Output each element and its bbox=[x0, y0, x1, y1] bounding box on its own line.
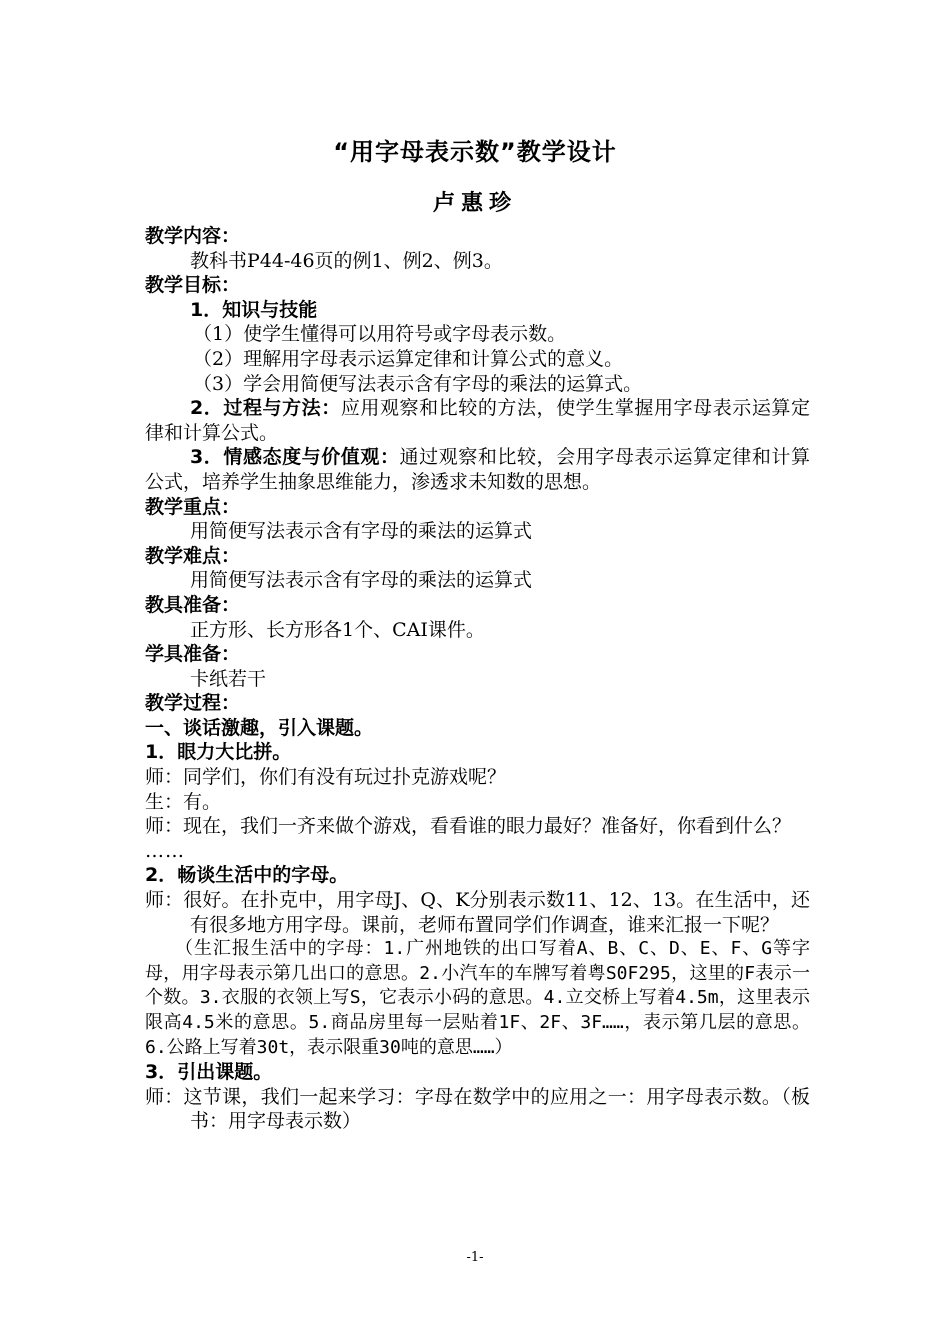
goal3-label: 3．情感态度与价值观： bbox=[190, 446, 400, 469]
goal2-label: 2．过程与方法： bbox=[190, 397, 341, 420]
tools-heading: 教具准备： bbox=[145, 593, 241, 616]
key-heading: 教学重点： bbox=[145, 495, 241, 518]
content-text: 教科书P44-46页的例1、例2、例3。 bbox=[190, 249, 503, 272]
tools-text: 正方形、长方形各1个、CAI课件。 bbox=[190, 618, 485, 641]
step1-heading: 1．眼力大比拼。 bbox=[145, 741, 292, 764]
dialog-line: 师：很好。在扑克中，用字母J、Q、K分别表示数11、12、13。在生活中，还有很多地方用字母。课前，老师布置同学们作调查，谁来汇报一下呢？ bbox=[145, 889, 810, 936]
goals-heading: 教学目标： bbox=[145, 274, 241, 297]
dialog-line: 生：有。 bbox=[145, 790, 222, 813]
dialog-line: 师：现在，我们一齐来做个游戏，看看谁的眼力最好？准备好，你看到什么？ bbox=[145, 815, 792, 838]
step2-heading: 2．畅谈生活中的字母。 bbox=[145, 864, 349, 887]
goal3-text: 通过观察和比较，会用字母表示运算定律和计算公式，培养学生抽象思维能力，渗透求未知数的思想。 bbox=[145, 446, 810, 493]
difficulty-heading: 教学难点： bbox=[145, 544, 241, 567]
student-tools-text: 卡纸若干 bbox=[190, 667, 267, 690]
difficulty-text: 用简便写法表示含有字母的乘法的运算式 bbox=[190, 569, 533, 592]
goal2-paragraph bbox=[145, 396, 810, 445]
content-heading: 教学内容： bbox=[145, 225, 241, 247]
goal1-item: （2）理解用字母表示运算定律和计算公式的意义。 bbox=[193, 347, 624, 370]
dialog-line: 师：这节课，我们一起来学习：字母在数学中的应用之一：用字母表示数。（板书：用字母表示数） bbox=[145, 1085, 810, 1133]
ellipsis: …… bbox=[145, 839, 185, 862]
goal1-heading: 1．知识与技能 bbox=[190, 298, 318, 321]
goal3-paragraph bbox=[145, 445, 810, 494]
page-number: -1- bbox=[466, 1250, 484, 1265]
process-heading: 教学过程： bbox=[145, 692, 241, 715]
student-tools-heading: 学具准备： bbox=[145, 643, 241, 666]
dialog-line: 师：同学们，你们有没有玩过扑克游戏呢？ bbox=[145, 766, 507, 789]
key-text: 用简便写法表示含有字母的乘法的运算式 bbox=[190, 520, 533, 543]
goal2-text: 应用观察和比较的方法，使学生掌握用字母表示运算定律和计算公式。 bbox=[145, 397, 810, 444]
goal1-item: （3）学会用简便写法表示含有字母的乘法的运算式。 bbox=[193, 372, 643, 395]
goal1-item: （1）使学生懂得可以用符号或字母表示数。 bbox=[193, 323, 567, 346]
part1-heading: 一、谈话激趣，引入课题。 bbox=[145, 716, 374, 739]
report-paragraph: （生汇报生活中的字母：1.广州地铁的出口写着A、B、C、D、E、F、G等字母，用字母表示第几出口的意思。2.小汽车的车牌写着粤S0F295，这里的F表示一个数。3.衣服的衣领上写S，它表示小码的意思。4.立交桥上写着4.5m，这里表示限高4.5米的意思。5.商品房里每一层贴着1F、2F、3F……，表示第几层的意思。6.公路上写着30t，表示限重30吨的意思……） bbox=[145, 938, 810, 1058]
document-title: “用字母表示数”教学设计 bbox=[333, 138, 617, 166]
document-body bbox=[145, 224, 810, 1134]
step3-heading: 3．引出课题。 bbox=[145, 1061, 273, 1084]
author-name: 卢惠珍 bbox=[432, 191, 517, 216]
